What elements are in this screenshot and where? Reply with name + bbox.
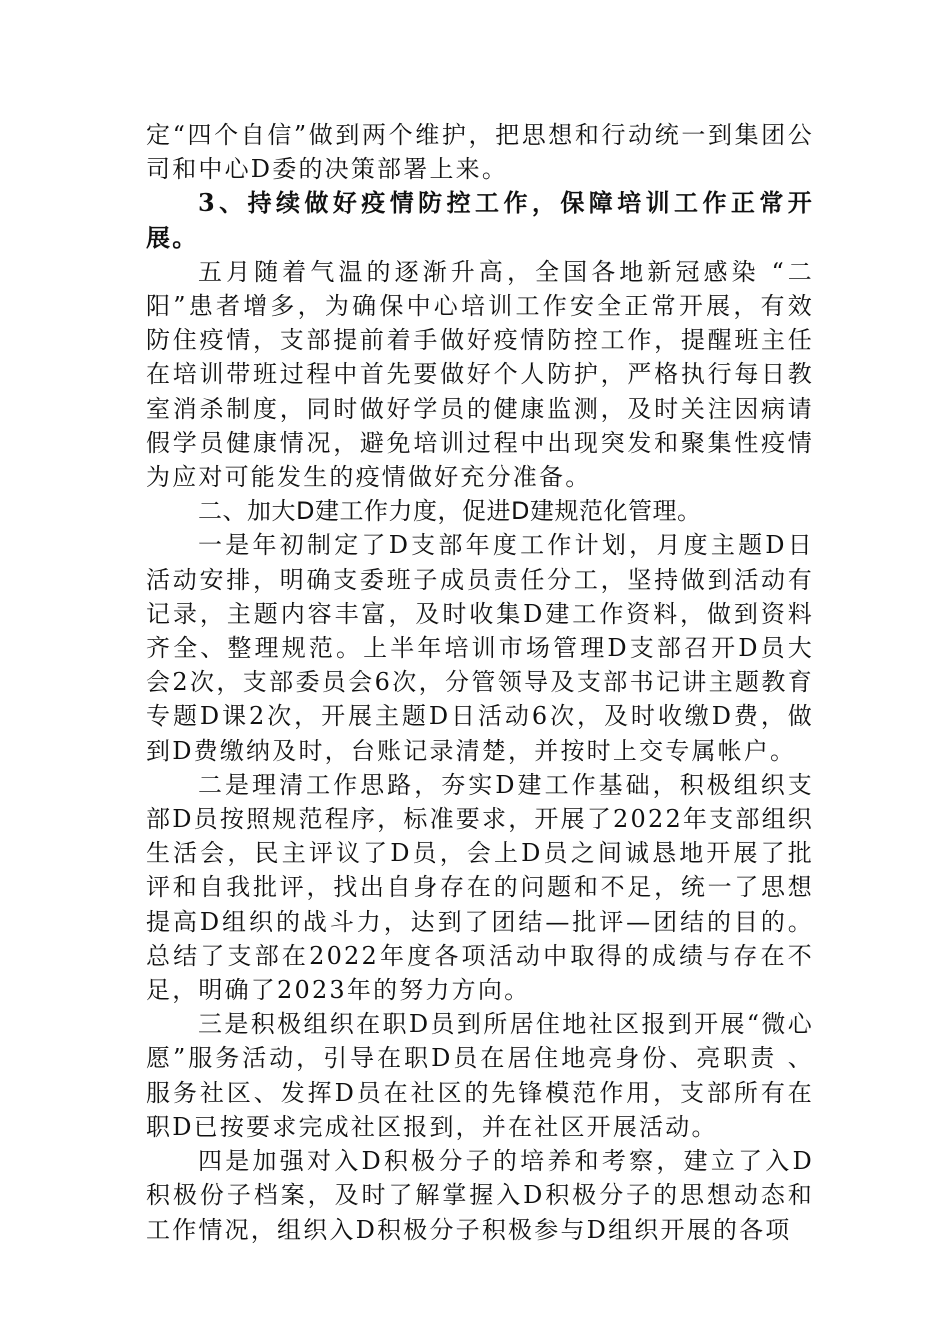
section-heading-epidemic-control: 3、持续做好疫情防控工作，保障培训工作正常开展。 [146,188,814,252]
paragraph-continuation: 定“四个自信”做到两个维护，把思想和行动统一到集团公司和中心D委的决策部署上来。 [146,121,814,184]
paragraph-item-one: 一是年初制定了D支部年度工作计划，月度主题D日活动安排，明确支委班子成员责任分工，坚持做到活动有记录，主题内容丰富，及时收集D建工作资料，做到资料齐全、整理规范。上半年培训市场管理D支部召开D员大会2次，支部委员会6次，分管领导及支部书记讲主题教育专题D课2次，开展主题D日活动6次，及时收缴D费，做到D费缴纳及时，台账记录清楚，并按时上交专属帐户。 [146,531,814,765]
paragraph-item-three: 三是积极组织在职D员到所居住地社区报到开展“微心愿”服务活动，引导在职D员在居住地亮身份、亮职责 、服务社区、发挥D员在社区的先锋模范作用，支部所有在职D已按要求完成社区报到，并在社区开展活动。 [146,1010,814,1141]
document-body [146,118,814,1247]
paragraph-epidemic-control: 五月随着气温的逐渐升高，全国各地新冠感染 “二阳”患者增多，为确保中心培训工作安全正常开展，有效防住疫情，支部提前着手做好疫情防控工作，提醒班主任在培训带班过程中首先要做好个人防护，严格执行每日教室消杀制度，同时做好学员的健康监测，及时关注因病请假学员健康情况，避免培训过程中出现突发和聚集性疫情为应对可能发生的疫情做好充分准备。 [146,257,814,492]
paragraph-item-two: 二是理清工作思路，夯实D建工作基础，积极组织支部D员按照规范程序，标准要求，开展了2022年支部组织生活会，民主评议了D员，会上D员之间诚恳地开展了批评和自我批评，找出自身存在的问题和不足，统一了思想提高D组织的战斗力，达到了团结—批评—团结的目的。总结了支部在2022年度各项活动中取得的成绩与存在不足，明确了2023年的努力方向。 [146,770,814,1005]
section-heading-party-building: 二、加大D建工作力度，促进D建规范化管理。 [198,497,702,526]
paragraph-item-four: 四是加强对入D积极分子的培养和考察，建立了入D积极份子档案，及时了解掌握入D积极分子的思想动态和工作情况，组织入D积极分子积极参与D组织开展的各项 [146,1147,814,1244]
